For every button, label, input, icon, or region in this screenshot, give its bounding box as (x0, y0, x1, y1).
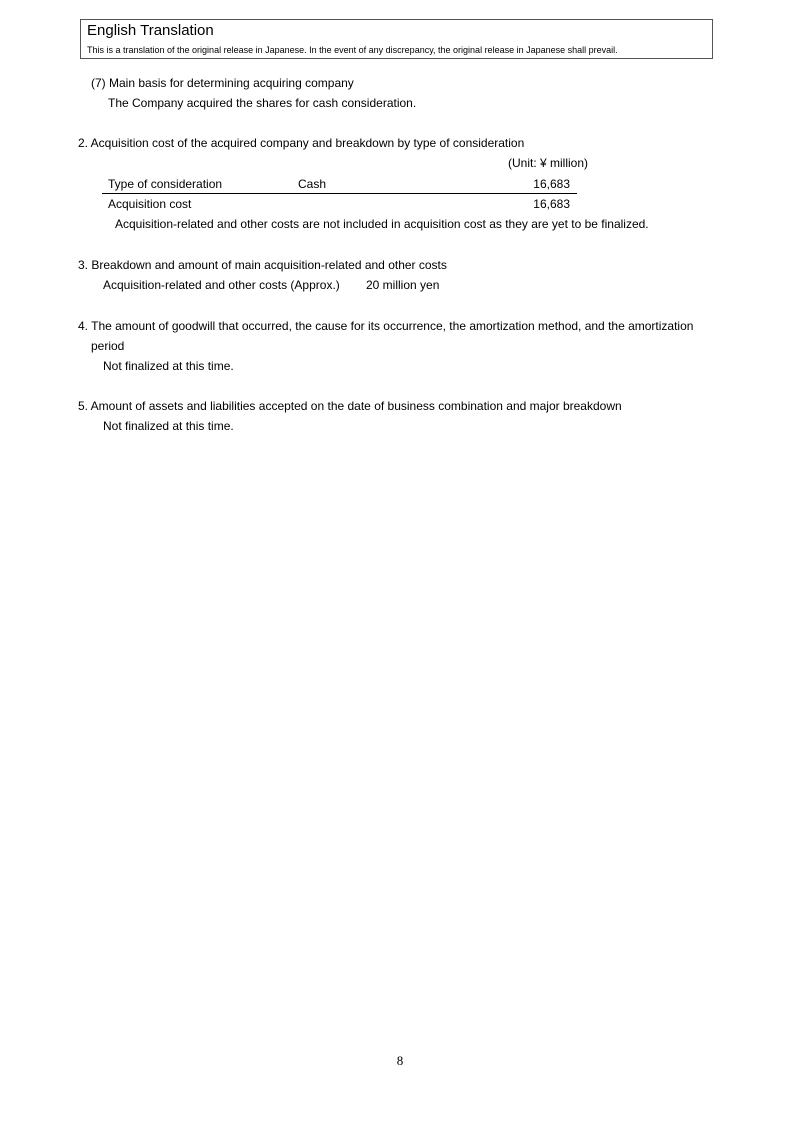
section-7-body: The Company acquired the shares for cash consideration. (108, 96, 417, 110)
section-2-heading: 2. Acquisition cost of the acquired company and breakdown by type of consideration (78, 136, 525, 150)
header-disclaimer: This is a translation of the original release in Japanese. In the event of any discrepancy, the original release in Japanese shall prevail. (87, 45, 618, 55)
table-row-type: Cash (298, 177, 327, 191)
section-4-body: Not finalized at this time. (103, 359, 234, 373)
table-row-value: 16,683 (533, 177, 570, 191)
unit-label: (Unit: ¥ million) (508, 156, 589, 170)
section-5-body: Not finalized at this time. (103, 419, 234, 433)
table-row-value: 16,683 (533, 197, 570, 211)
translation-header-box (80, 19, 713, 59)
section-5-heading: 5. Amount of assets and liabilities accepted on the date of business combination and major breakdown (78, 399, 622, 413)
section-4-heading: 4. The amount of goodwill that occurred, the cause for its occurrence, the amortization method, and the amortization (78, 319, 694, 333)
section-3-value: 20 million yen (366, 278, 440, 292)
table-row-label: Acquisition cost (108, 197, 192, 211)
section-7-heading: (7) Main basis for determining acquiring company (91, 76, 354, 90)
section-2-note: Acquisition-related and other costs are not included in acquisition cost as they are yet to be finalized. (115, 217, 649, 231)
section-3-heading: 3. Breakdown and amount of main acquisition-related and other costs (78, 258, 447, 272)
page-number: 8 (396, 1053, 404, 1068)
section-4-heading-continued: period (91, 339, 125, 353)
header-title: English Translation (87, 22, 214, 39)
table-row-label: Type of consideration (108, 177, 223, 191)
table-divider (102, 193, 577, 194)
section-3-label: Acquisition-related and other costs (Approx.) (103, 278, 340, 292)
